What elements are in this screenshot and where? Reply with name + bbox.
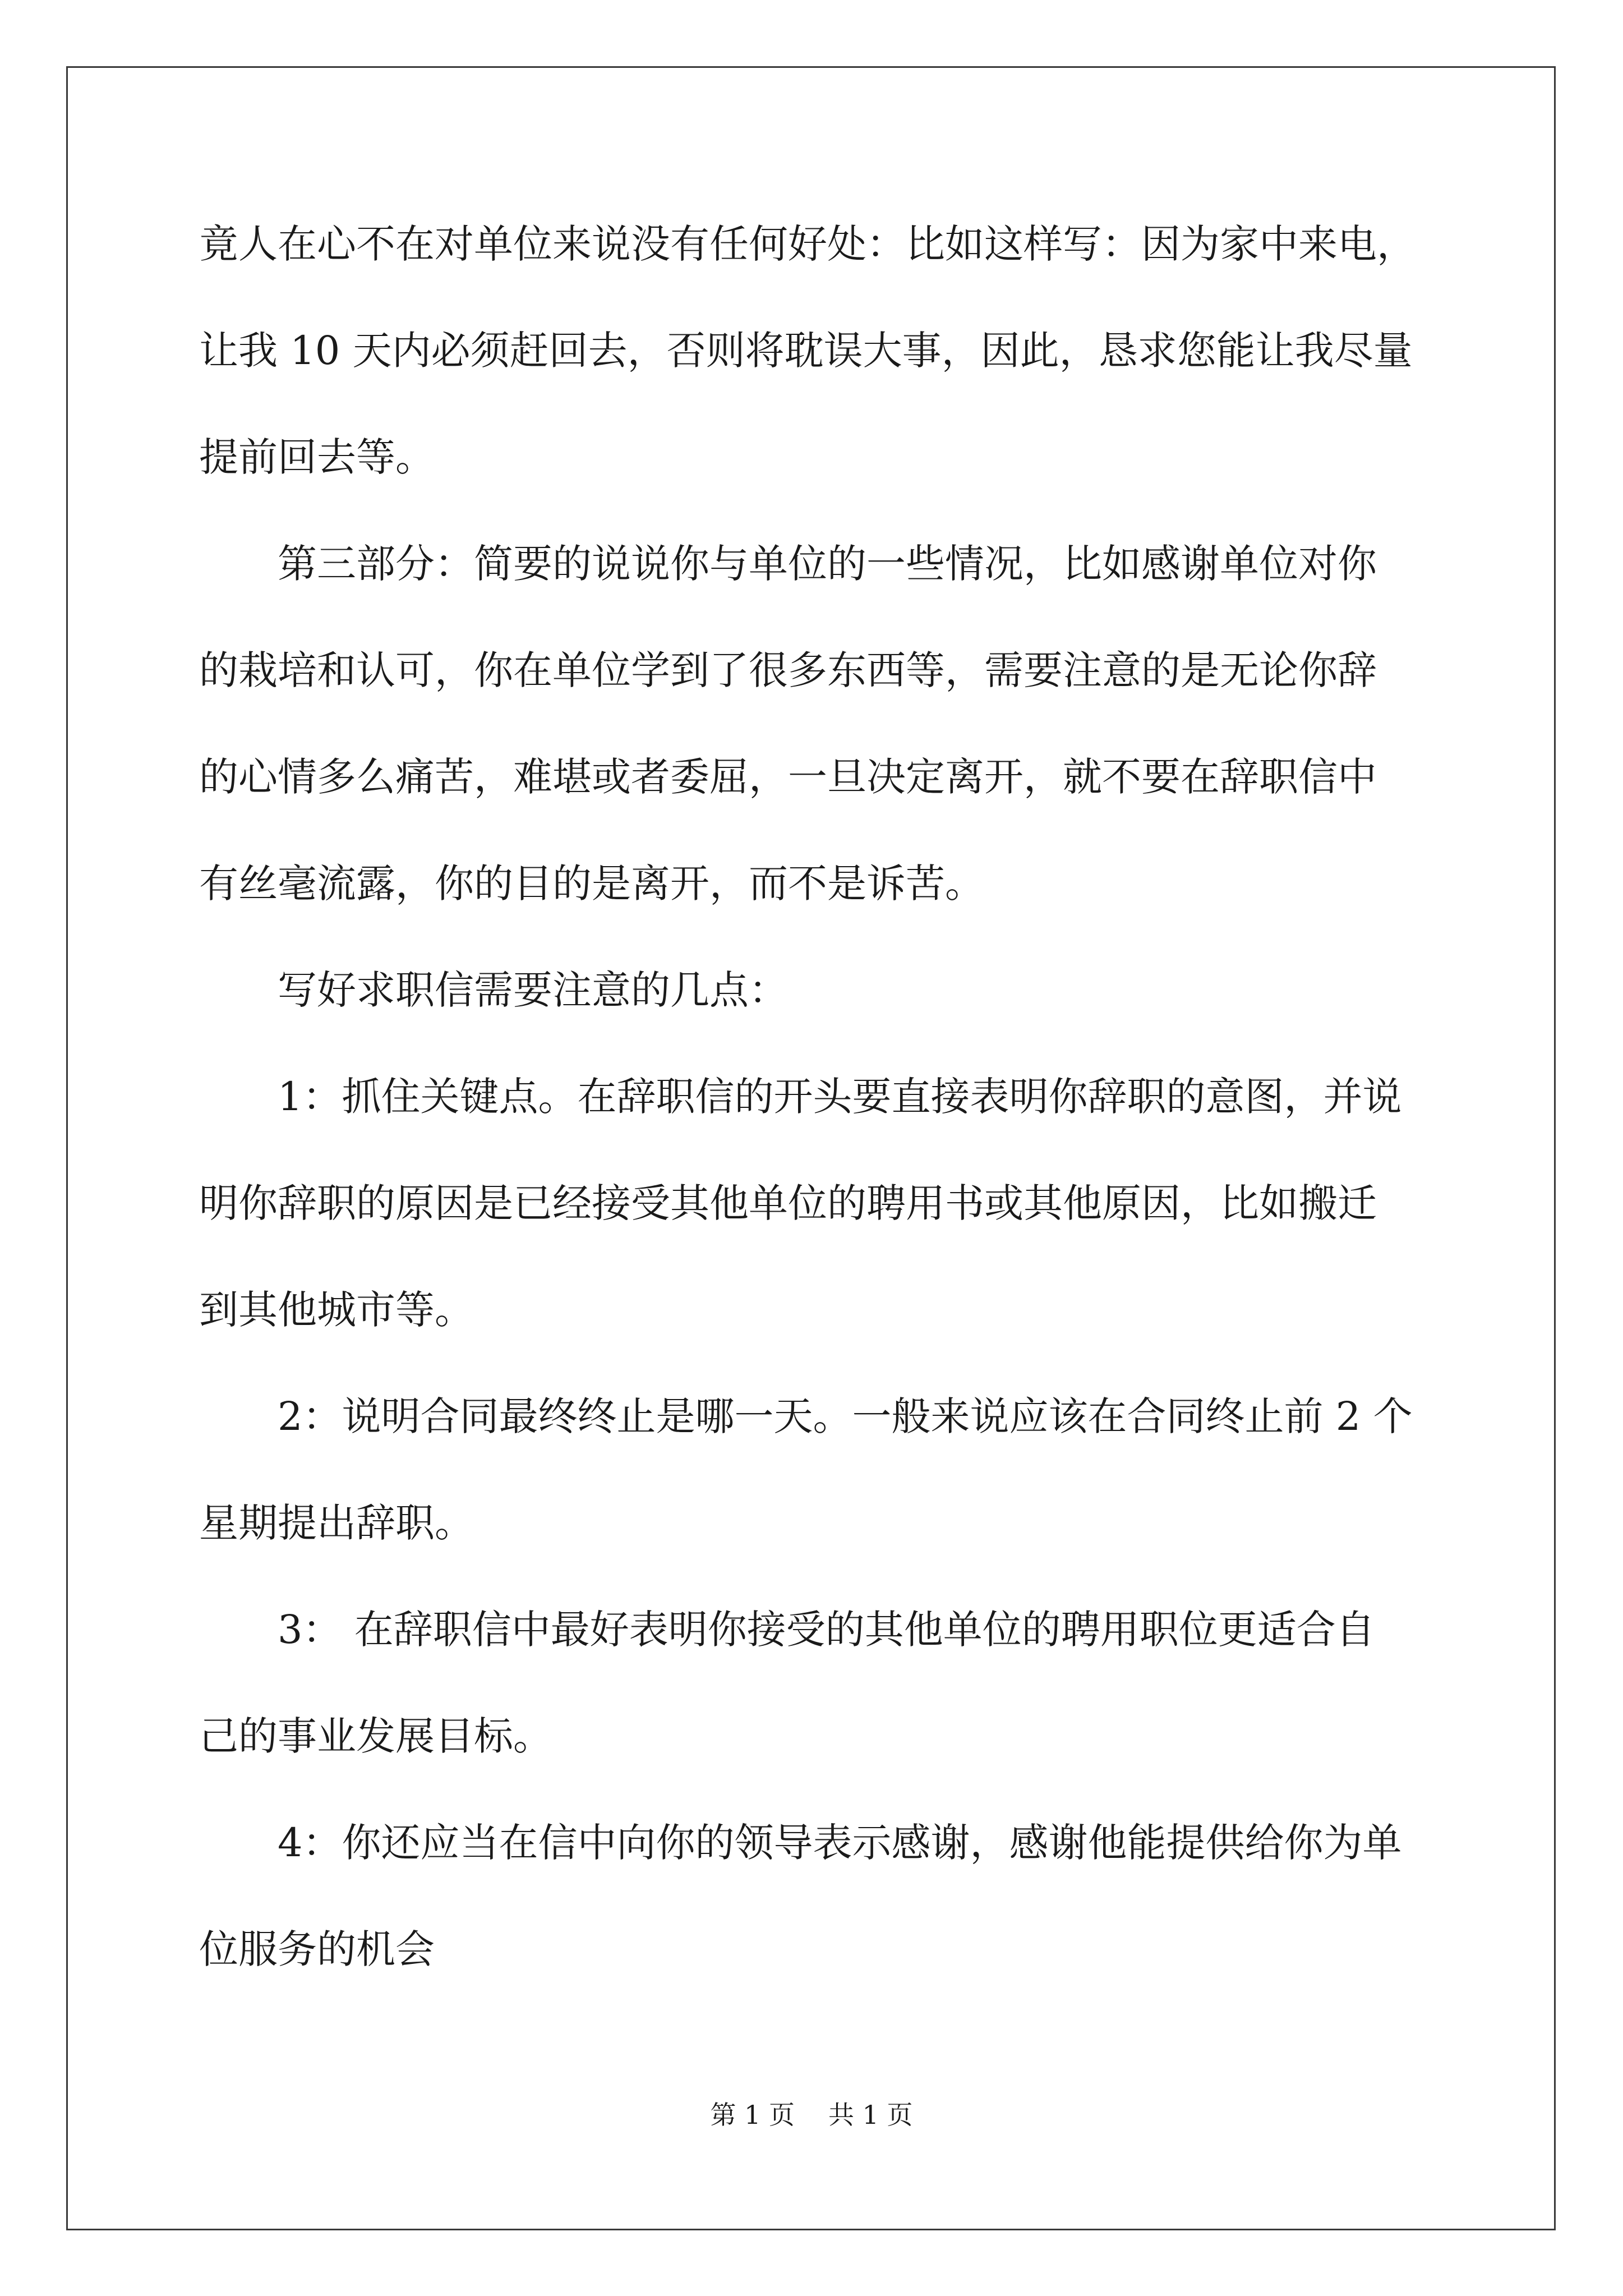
text-line: 让我 10 天内必须赶回去，否则将耽误大事，因此，恳求您能让我尽量 (199, 328, 1413, 374)
text-line: 写好求职信需要注意的几点： (278, 967, 788, 1013)
text-line: 1：抓住关键点。在辞职信的开头要直接表明你辞职的意图，并说 (278, 1074, 1402, 1120)
page-footer (0, 2098, 1623, 2132)
text-line: 明你辞职的原因是已经接受其他单位的聘用书或其他原因，比如搬迁 (199, 1180, 1377, 1226)
page-total: 共 1 页 (828, 2100, 913, 2130)
text-line: 竟人在心不在对单位来说没有任何好处：比如这样写：因为家中来电， (199, 221, 1416, 267)
text-line: 到其他城市等。 (199, 1287, 474, 1333)
text-line: 星期提出辞职。 (199, 1500, 474, 1546)
page-number: 第 1 页 (710, 2100, 795, 2130)
text-line: 4：你还应当在信中向你的领导表示感谢，感谢他能提供给你为单 (278, 1820, 1402, 1866)
text-line: 2：说明合同最终终止是哪一天。一般来说应该在合同终止前 2 个 (278, 1393, 1413, 1439)
text-line: 提前回去等。 (199, 434, 435, 480)
text-line: 第三部分：简要的说说你与单位的一些情况，比如感谢单位对你 (278, 541, 1377, 587)
text-line: 己的事业发展目标。 (199, 1713, 552, 1759)
text-line: 有丝毫流露，你的目的是离开，而不是诉苦。 (199, 861, 984, 907)
document-body (199, 191, 1433, 2003)
text-line: 的心情多么痛苦，难堪或者委屈，一旦决定离开，就不要在辞职信中 (199, 754, 1377, 800)
text-line: 3： 在辞职信中最好表明你接受的其他单位的聘用职位更适合自 (278, 1607, 1375, 1653)
text-line: 位服务的机会 (199, 1926, 435, 1972)
text-line: 的栽培和认可，你在单位学到了很多东西等，需要注意的是无论你辞 (199, 647, 1377, 693)
